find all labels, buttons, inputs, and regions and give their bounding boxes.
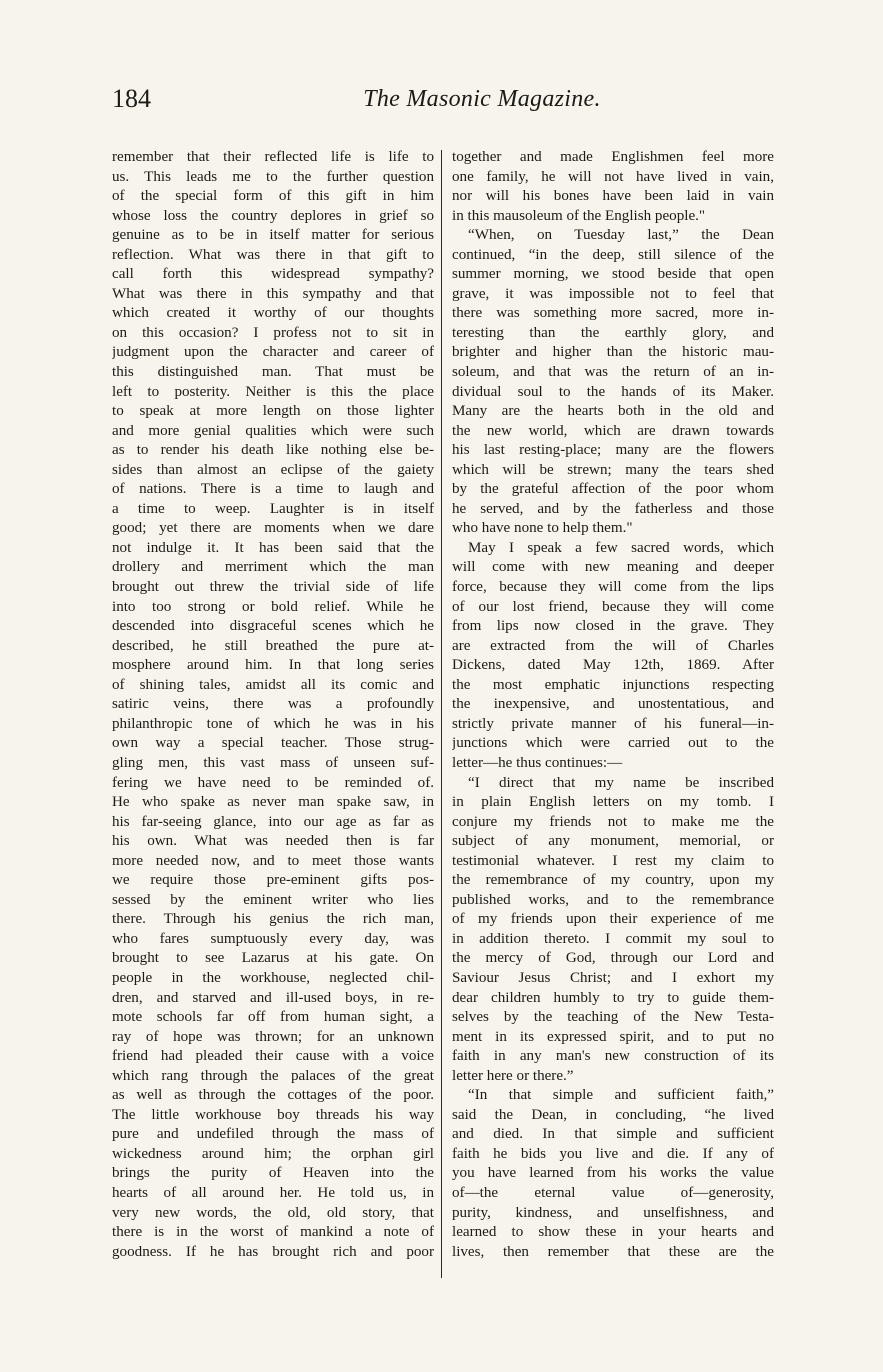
text-line: He who spake as never man spake saw, in (112, 794, 434, 811)
text-line: brings the purity of Heaven into the (112, 1165, 434, 1182)
text-line: wickedness around him; the orphan girl (112, 1145, 434, 1162)
text-line: together and made Englishmen feel more (452, 149, 774, 165)
text-line: satiric veins, there was a profoundly (112, 696, 434, 713)
text-line: of the special form of this gift in him (112, 188, 434, 205)
text-line: testimonial whatever. I rest my claim to (452, 852, 774, 869)
text-line: grave, it was impossible not to feel that (452, 285, 774, 302)
text-line: “In that simple and sufficient faith,” (468, 1087, 774, 1104)
page-number: 184 (112, 84, 151, 113)
text-line: friend had pleaded their cause with a voice (112, 1048, 434, 1065)
text-line: fering we have need to be reminded of. (112, 774, 434, 791)
text-line: “When, on Tuesday last,” the Dean (468, 227, 774, 244)
text-line: one family, he will not have lived in vain, (452, 168, 774, 185)
text-line: faith in any man's new construction of its (452, 1048, 774, 1065)
text-line: in addition thereto. I commit my soul to (452, 930, 774, 947)
text-line: which rang through the palaces of the great (112, 1067, 434, 1084)
text-line: purity, kindness, and unselfishness, and (452, 1204, 774, 1221)
text-line: good; yet there are moments when we dare (112, 520, 434, 537)
text-line: in plain English letters on my tomb. I (452, 794, 774, 811)
text-line: “I direct that my name be inscribed (468, 774, 774, 791)
text-line: The little workhouse boy threads his way (112, 1106, 434, 1123)
text-line: said the Dean, in concluding, “he lived (452, 1106, 774, 1123)
text-line: there. Through his genius the rich man, (112, 911, 434, 928)
text-line: drollery and merriment which the man (112, 559, 434, 576)
text-line: force, because they will come from the lips (452, 579, 774, 596)
text-line: whose loss the country deplores in grief so (112, 207, 434, 224)
text-line: brought out threw the trivial side of life (112, 579, 434, 596)
text-line: junctions which were carried out to the (452, 735, 774, 752)
text-line: continued, “in the deep, still silence of the (452, 246, 774, 263)
text-line: brighter and higher than the historic mau- (452, 344, 774, 361)
text-line: you have learned from his works the value (452, 1165, 774, 1182)
text-line: who fares sumptuously every day, was (112, 930, 434, 947)
text-line: he served, and by the fatherless and those (452, 500, 774, 517)
text-line: we require those pre-eminent gifts pos- (112, 872, 434, 889)
text-line: very new words, the old, old story, that (112, 1204, 434, 1221)
text-line: of our lost friend, because they will come (452, 598, 774, 615)
text-line: judgment upon the character and career of (112, 344, 434, 361)
text-line: gling men, this vast mass of unseen suf- (112, 754, 434, 771)
text-line: nor will his bones have been laid in vain (452, 188, 774, 205)
text-line: who have none to help them." (452, 520, 633, 537)
text-line: the most emphatic injunctions respecting (452, 676, 774, 693)
text-line: there was something more sacred, more in- (452, 305, 774, 322)
text-line: described, he still breathed the pure at- (112, 637, 434, 654)
running-title: The Masonic Magazine. (363, 86, 601, 112)
text-line: mosphere around him. In that long series (112, 657, 434, 674)
text-line: people in the workhouse, neglected chil- (112, 969, 434, 986)
text-line: dren, and starved and ill-used boys, in re- (112, 989, 434, 1006)
text-line: What was there in this sympathy and that (112, 285, 434, 302)
text-line: sessed by the eminent writer who lies (112, 891, 434, 908)
text-line: left to posterity. Neither is this the place (112, 383, 434, 400)
text-line: his own. What was needed then is far (112, 833, 434, 850)
text-line: genuine as to be in itself matter for serious (112, 227, 434, 244)
text-line: subject of any monument, memorial, or (452, 833, 774, 850)
text-line: sides than almost an eclipse of the gaiety (112, 461, 434, 478)
text-line: soleum, and that was the return of an in- (452, 364, 774, 381)
text-line: dear children humbly to try to guide them- (452, 989, 774, 1006)
text-line: will come with new meaning and deeper (452, 559, 774, 576)
text-line: summer morning, we stood beside that open (452, 266, 774, 283)
text-line: pure and undefiled through the mass of (112, 1126, 434, 1143)
text-line: selves by the teaching of the New Testa- (452, 1009, 774, 1026)
text-line: as to render his death like nothing else be- (112, 442, 434, 459)
text-line: the inexpensive, and unostentatious, and (452, 696, 774, 713)
text-line: Saviour Jesus Christ; and I exhort my (452, 969, 774, 986)
text-line: on this occasion? I profess not to sit in (112, 324, 434, 341)
text-line: strictly private manner of his funeral—in- (452, 715, 774, 732)
text-line: brought to see Lazarus at his gate. On (112, 950, 434, 967)
text-line: of shining tales, amidst all its comic and (112, 676, 434, 693)
text-line: as well as through the cottages of the poor. (112, 1087, 434, 1104)
text-line: learned to show these in your hearts and (452, 1224, 774, 1241)
text-line: descended into disgraceful scenes which he (112, 618, 434, 635)
text-line: the mercy of God, through our Lord and (452, 950, 774, 967)
text-line: and more genial qualities which were such (112, 422, 434, 439)
text-line: more needed now, and to meet those wants (112, 852, 434, 869)
text-line: from lips now closed in the grave. They (452, 618, 774, 635)
text-line: Dickens, dated May 12th, 1869. After (452, 657, 774, 674)
text-line: which will be strewn; many the tears shed (452, 461, 774, 478)
text-line: teresting than the earthly glory, and (452, 324, 774, 341)
text-line: which created it worthy of our thoughts (112, 305, 434, 322)
text-line: the remembrance of my country, upon my (452, 872, 774, 889)
text-line: are extracted from the will of Charles (452, 637, 774, 654)
text-line: call forth this widespread sympathy? (112, 266, 434, 283)
text-line: of my friends upon their experience of me (452, 911, 774, 928)
text-line: a time to weep. Laughter is in itself (112, 500, 434, 517)
text-line: own way a special teacher. Those strug- (112, 735, 434, 752)
text-line: conjure my friends not to make me the (452, 813, 774, 830)
text-line: of—the eternal value of—generosity, (452, 1184, 774, 1201)
text-line: philanthropic tone of which he was in his (112, 715, 434, 732)
text-line: this distinguished man. That must be (112, 364, 434, 381)
text-line: dividual soul to the hands of its Maker. (452, 383, 774, 400)
text-line: ment in its expressed spirit, and to put no (452, 1028, 774, 1045)
text-line: into too strong or bold relief. While he (112, 598, 434, 615)
text-line: faith he bids you live and die. If any of (452, 1145, 774, 1162)
text-line: Many are the hearts both in the old and (452, 403, 774, 420)
text-line: not indulge it. It has been said that the (112, 539, 434, 556)
text-line: us. This leads me to the further question (112, 168, 434, 185)
text-line: his last resting-place; many are the flowers (452, 442, 774, 459)
text-line: remember that their reflected life is life to (112, 149, 434, 165)
right-column (452, 148, 774, 1262)
text-line: reflection. What was there in that gift to (112, 246, 434, 263)
text-line: published works, and to the remembrance (452, 891, 774, 908)
text-line: letter—he thus continues:— (452, 754, 623, 771)
text-line: and died. In that simple and sufficient (452, 1126, 774, 1143)
text-line: hearts of all around her. He told us, in (112, 1184, 434, 1201)
text-line: goodness. If he has brought rich and poor (112, 1243, 434, 1260)
text-line: letter here or there.” (452, 1067, 574, 1084)
text-line: mote schools far off from human sight, a (112, 1009, 434, 1026)
text-line: to speak at more length on those lighter (112, 403, 434, 420)
text-line: there is in the worst of mankind a note of (112, 1224, 434, 1241)
text-line: the new world, which are drawn towards (452, 422, 774, 439)
text-line: in this mausoleum of the English people." (452, 207, 706, 224)
text-line: lives, then remember that these are the (452, 1243, 774, 1260)
text-line: his far-seeing glance, into our age as far as (112, 813, 434, 830)
text-line: May I speak a few sacred words, which (468, 539, 774, 556)
text-line: ray of hope was thrown; for an unknown (112, 1028, 434, 1045)
column-divider (441, 150, 442, 1278)
left-column (112, 148, 434, 1262)
page-header (112, 84, 782, 124)
text-line: by the grateful affection of the poor whom (452, 481, 774, 498)
text-line: of nations. There is a time to laugh and (112, 481, 434, 498)
